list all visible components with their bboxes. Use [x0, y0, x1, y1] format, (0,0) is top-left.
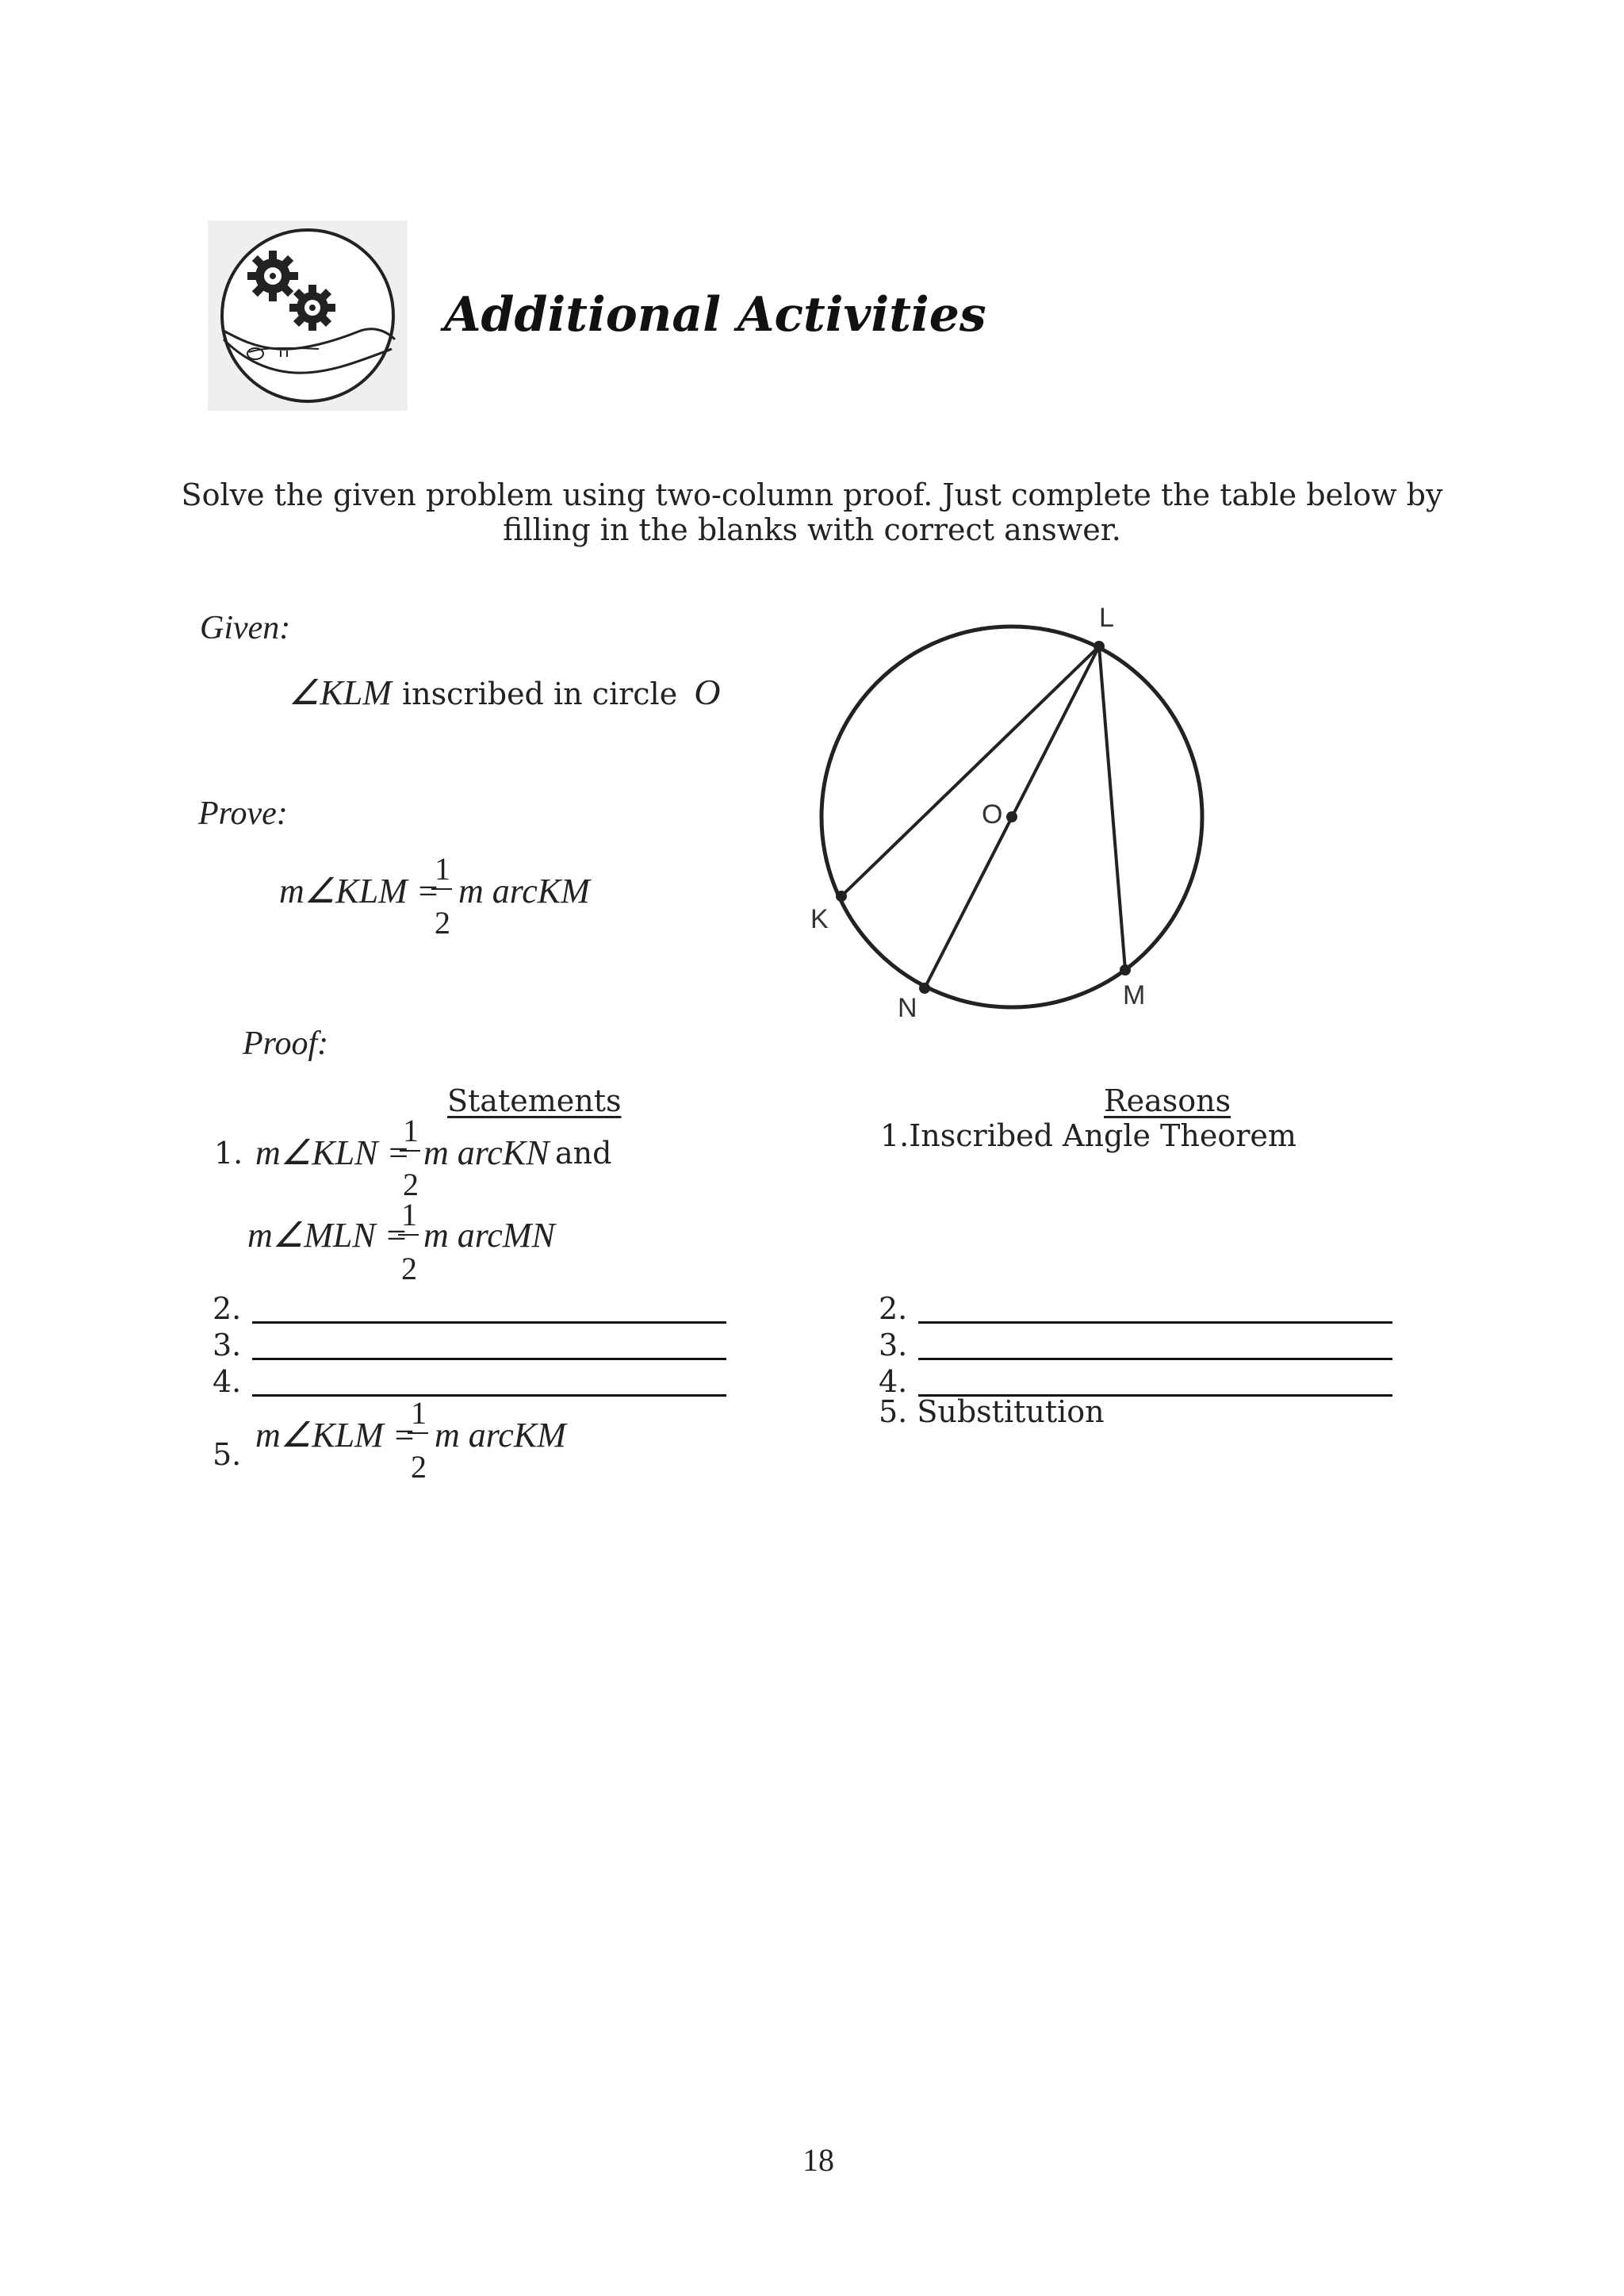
statement-5-lhs: m∠KLM =: [255, 1416, 416, 1455]
prove-label: Prove:: [198, 795, 288, 832]
statement-1b-lhs: m∠MLN =: [247, 1216, 408, 1255]
gears-in-hand-icon: [208, 220, 408, 411]
reason-5: 5. Substitution: [879, 1394, 1105, 1429]
reason-2-number: 2.: [879, 1291, 908, 1326]
statement-2-blank[interactable]: [252, 1321, 726, 1324]
statement-1-and: and: [555, 1136, 612, 1171]
statement-4-number: 4.: [213, 1364, 242, 1399]
statement-1a-frac-num: 1: [403, 1113, 419, 1148]
statement-3-blank[interactable]: [252, 1358, 726, 1360]
given-text: inscribed in circle: [402, 677, 678, 711]
statement-1b-rhs: m arcMN: [423, 1216, 555, 1255]
point-k: [836, 891, 847, 902]
instructions-line-1: Solve the given problem using two-column proof. Just complete the table below by: [181, 477, 1443, 512]
label-k: K: [810, 904, 829, 934]
statement-1b-frac-bar: [398, 1234, 419, 1236]
prove-frac-bar: [431, 888, 452, 890]
reason-2-blank[interactable]: [918, 1321, 1392, 1324]
chord-lk: [841, 646, 1099, 896]
statement-1a-rhs: m arcKN: [423, 1133, 550, 1172]
statement-4-blank[interactable]: [252, 1394, 726, 1397]
label-l: L: [1099, 603, 1114, 633]
reason-1: 1.Inscribed Angle Theorem: [880, 1118, 1297, 1153]
statement-3-number: 3.: [213, 1328, 242, 1363]
point-o: [1006, 811, 1017, 822]
label-m: M: [1123, 980, 1146, 1010]
statement-1a-lhs: m∠KLN =: [255, 1133, 411, 1172]
given-label: Given:: [200, 610, 291, 646]
given-angle: ∠KLM: [289, 673, 392, 712]
prove-frac-den: 2: [435, 905, 450, 941]
statement-1b-frac-den: 2: [401, 1251, 417, 1286]
point-l: [1094, 641, 1105, 652]
point-n: [919, 983, 930, 994]
circle-diagram-svg: [801, 603, 1229, 1031]
point-m: [1120, 964, 1131, 976]
statement-1b-frac-num: 1: [401, 1197, 417, 1232]
page-number: 18: [802, 2142, 834, 2178]
label-o: O: [982, 799, 1003, 830]
statement-5-frac-num: 1: [411, 1395, 427, 1431]
header-icon: [208, 220, 408, 411]
statement-5-rhs: m arcKM: [435, 1416, 566, 1455]
statements-header: Statements: [447, 1083, 622, 1118]
prove-rhs: m arcKM: [458, 872, 590, 910]
statement-5-frac-bar: [408, 1432, 428, 1434]
statement-2-number: 2.: [213, 1291, 242, 1326]
reason-4-number: 4.: [879, 1364, 908, 1399]
statement-1a-frac-den: 2: [403, 1167, 419, 1202]
prove-frac-num: 1: [435, 851, 450, 887]
statement-1-number: 1.: [214, 1136, 243, 1171]
chord-lm: [1099, 646, 1125, 970]
given-statement: [289, 671, 721, 713]
proof-label: Proof:: [243, 1025, 329, 1062]
page-title: Additional Activities: [444, 287, 986, 343]
reason-3-blank[interactable]: [918, 1358, 1392, 1360]
statement-5-number: 5.: [213, 1437, 242, 1472]
statement-5-frac-den: 2: [411, 1449, 427, 1485]
given-circle: O: [694, 672, 721, 712]
statement-1a-frac-bar: [400, 1150, 420, 1152]
instructions-line-2: filling in the blanks with correct answer.: [503, 512, 1121, 547]
reasons-header: Reasons: [1104, 1083, 1231, 1118]
reason-3-number: 3.: [879, 1328, 908, 1363]
label-n: N: [898, 993, 917, 1023]
circle-diagram: [801, 603, 1229, 1031]
prove-lhs: m∠KLM =: [279, 872, 440, 910]
